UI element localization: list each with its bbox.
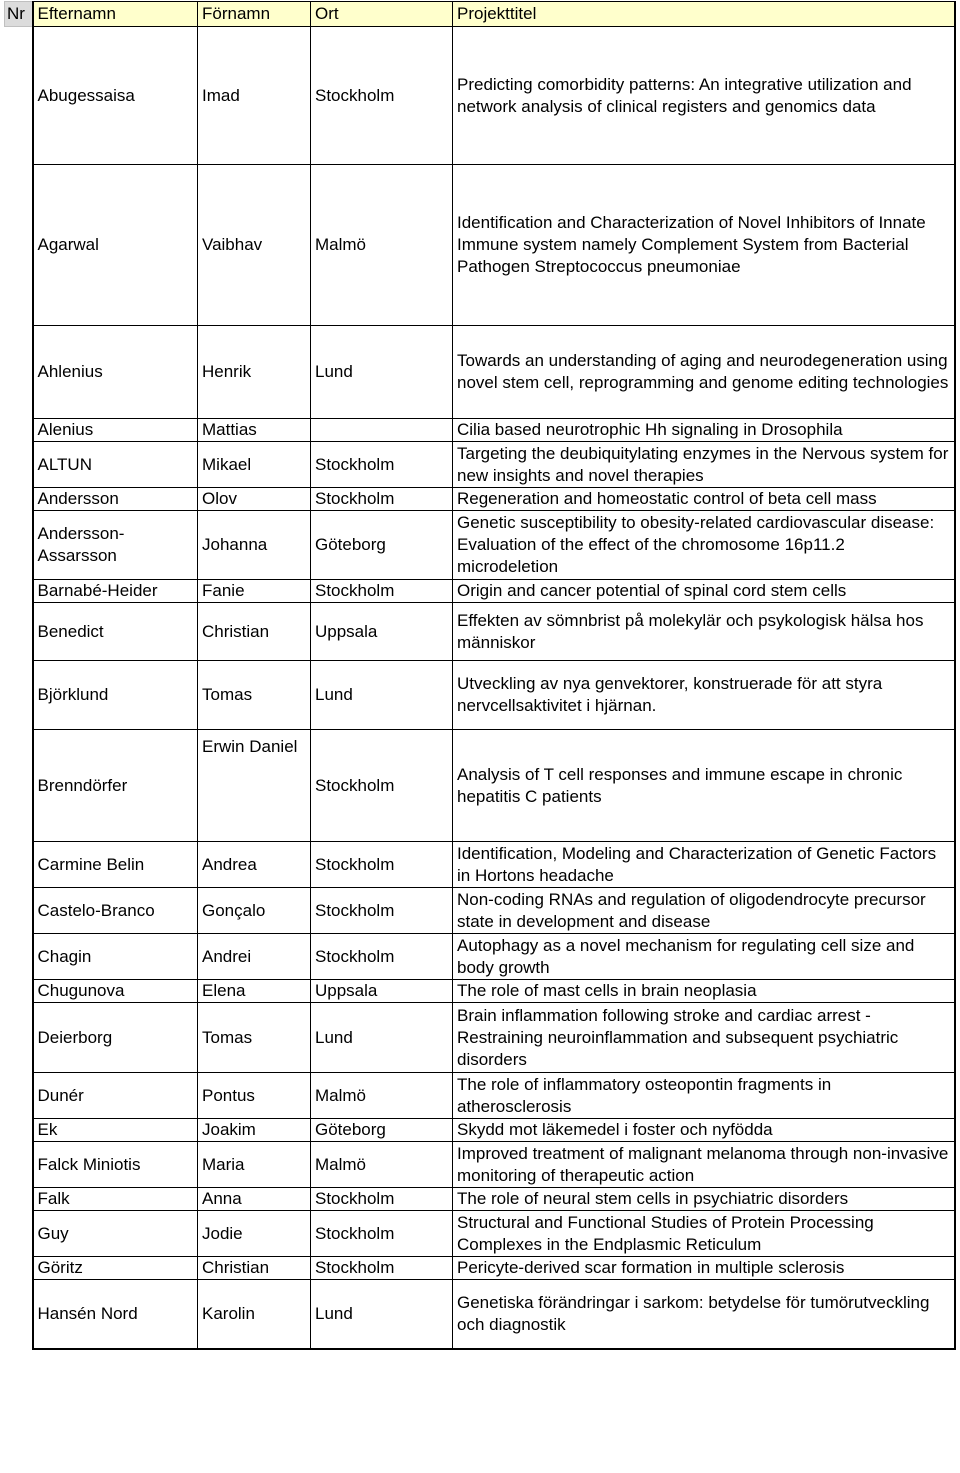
cell-efternamn: Dunér: [33, 1073, 198, 1119]
cell-efternamn: Chugunova: [33, 980, 198, 1003]
row-nr: [5, 580, 33, 603]
cell-ort: Stockholm: [311, 1211, 453, 1257]
cell-efternamn: Abugessaisa: [33, 27, 198, 165]
cell-efternamn: Guy: [33, 1211, 198, 1257]
header-efternamn: Efternamn: [33, 2, 198, 27]
row-nr: [5, 1211, 33, 1257]
header-fornamn: Förnamn: [198, 2, 311, 27]
header-row: [5, 2, 955, 27]
cell-efternamn: Björklund: [33, 661, 198, 730]
cell-projekttitel: Cilia based neurotrophic Hh signaling in Drosophila: [453, 419, 955, 442]
cell-efternamn: Chagin: [33, 934, 198, 980]
cell-fornamn: Fanie: [198, 580, 311, 603]
cell-efternamn: Göritz: [33, 1257, 198, 1280]
cell-projekttitel: Identification and Characterization of Novel Inhibitors of Innate Immune system namely Complement System from Bacterial Pathogen Streptococcus pneumoniae: [453, 165, 955, 326]
cell-fornamn: Mattias: [198, 419, 311, 442]
table-row: [5, 419, 955, 442]
cell-fornamn: Gonçalo: [198, 888, 311, 934]
cell-efternamn: Andersson: [33, 488, 198, 511]
cell-efternamn: Ek: [33, 1119, 198, 1142]
cell-ort: Malmö: [311, 165, 453, 326]
table-row: [5, 842, 955, 888]
table-row: [5, 165, 955, 326]
cell-efternamn: Hansén Nord: [33, 1280, 198, 1349]
cell-fornamn: Maria: [198, 1142, 311, 1188]
cell-ort: Uppsala: [311, 980, 453, 1003]
row-nr: [5, 1188, 33, 1211]
cell-projekttitel: Regeneration and homeostatic control of beta cell mass: [453, 488, 955, 511]
cell-fornamn: Anna: [198, 1188, 311, 1211]
cell-fornamn: Jodie: [198, 1211, 311, 1257]
cell-efternamn: Falck Miniotis: [33, 1142, 198, 1188]
cell-projekttitel: Identification, Modeling and Characterization of Genetic Factors in Hortons headache: [453, 842, 955, 888]
cell-ort: Stockholm: [311, 580, 453, 603]
header-nr: Nr: [5, 2, 33, 27]
table-row: [5, 442, 955, 488]
table-row: [5, 27, 955, 165]
row-nr: [5, 1142, 33, 1188]
cell-ort: Malmö: [311, 1142, 453, 1188]
table-row: [5, 488, 955, 511]
header-ort: Ort: [311, 2, 453, 27]
row-nr: [5, 27, 33, 165]
cell-ort: Lund: [311, 326, 453, 419]
cell-efternamn: Agarwal: [33, 165, 198, 326]
row-nr: [5, 488, 33, 511]
cell-fornamn: Pontus: [198, 1073, 311, 1119]
cell-efternamn: Barnabé-Heider: [33, 580, 198, 603]
table-row: [5, 603, 955, 661]
row-nr: [5, 1119, 33, 1142]
cell-fornamn: Andrei: [198, 934, 311, 980]
cell-projekttitel: Brain inflammation following stroke and cardiac arrest - Restraining neuroinflammation and subsequent psychiatric disorders: [453, 1003, 955, 1073]
cell-projekttitel: The role of inflammatory osteopontin fragments in atherosclerosis: [453, 1073, 955, 1119]
cell-efternamn: ALTUN: [33, 442, 198, 488]
cell-fornamn: Christian: [198, 603, 311, 661]
cell-ort: Göteborg: [311, 1119, 453, 1142]
cell-fornamn: Elena: [198, 980, 311, 1003]
cell-ort: Stockholm: [311, 27, 453, 165]
row-nr: [5, 1003, 33, 1073]
table-row: [5, 1188, 955, 1211]
row-nr: [5, 1257, 33, 1280]
cell-fornamn: Henrik: [198, 326, 311, 419]
cell-fornamn: Joakim: [198, 1119, 311, 1142]
cell-efternamn: Alenius: [33, 419, 198, 442]
table-row: [5, 511, 955, 580]
cell-ort: Lund: [311, 1280, 453, 1349]
cell-efternamn: Deierborg: [33, 1003, 198, 1073]
cell-fornamn: Mikael: [198, 442, 311, 488]
table-row: [5, 934, 955, 980]
table-row: [5, 1142, 955, 1188]
row-nr: [5, 842, 33, 888]
cell-efternamn: Ahlenius: [33, 326, 198, 419]
cell-fornamn: Tomas: [198, 661, 311, 730]
cell-fornamn: Karolin: [198, 1280, 311, 1349]
row-nr: [5, 165, 33, 326]
cell-projekttitel: Genetiska förändringar i sarkom: betydelse för tumörutveckling och diagnostik: [453, 1280, 955, 1349]
table-row: [5, 888, 955, 934]
cell-fornamn: Vaibhav: [198, 165, 311, 326]
cell-projekttitel: Improved treatment of malignant melanoma through non-invasive monitoring of therapeutic action: [453, 1142, 955, 1188]
row-nr: [5, 511, 33, 580]
cell-fornamn: Olov: [198, 488, 311, 511]
cell-projekttitel: Analysis of T cell responses and immune escape in chronic hepatitis C patients: [453, 730, 955, 842]
table-row: [5, 1257, 955, 1280]
table-row: [5, 1073, 955, 1119]
row-nr: [5, 934, 33, 980]
cell-ort: Uppsala: [311, 603, 453, 661]
cell-projekttitel: Predicting comorbidity patterns: An integrative utilization and network analysis of clinical registers and genomics data: [453, 27, 955, 165]
cell-projekttitel: Utveckling av nya genvektorer, konstruerade för att styra nervcellsaktivitet i hjärnan.: [453, 661, 955, 730]
cell-ort: Stockholm: [311, 488, 453, 511]
table-row: [5, 730, 955, 842]
table-row: [5, 1003, 955, 1073]
cell-projekttitel: Towards an understanding of aging and neurodegeneration using novel stem cell, reprogramming and genome editing technologies: [453, 326, 955, 419]
cell-fornamn: Andrea: [198, 842, 311, 888]
row-nr: [5, 1280, 33, 1349]
table-row: [5, 580, 955, 603]
table-row: [5, 661, 955, 730]
table-row: [5, 326, 955, 419]
cell-projekttitel: Genetic susceptibility to obesity-related cardiovascular disease: Evaluation of the effect of the chromosome 16p11.2 microdeletion: [453, 511, 955, 580]
project-table: [4, 1, 956, 1350]
table-row: [5, 980, 955, 1003]
cell-efternamn: Brenndörfer: [33, 730, 198, 842]
row-nr: [5, 419, 33, 442]
cell-fornamn: Tomas: [198, 1003, 311, 1073]
cell-projekttitel: Origin and cancer potential of spinal cord stem cells: [453, 580, 955, 603]
cell-fornamn: Erwin Daniel: [198, 730, 311, 842]
cell-fornamn: Imad: [198, 27, 311, 165]
table-row: [5, 1211, 955, 1257]
header-projekttitel: Projekttitel: [453, 2, 955, 27]
cell-ort: Lund: [311, 1003, 453, 1073]
cell-ort: Stockholm: [311, 934, 453, 980]
cell-ort: Göteborg: [311, 511, 453, 580]
cell-projekttitel: Targeting the deubiquitylating enzymes in the Nervous system for new insights and novel therapies: [453, 442, 955, 488]
cell-projekttitel: The role of neural stem cells in psychiatric disorders: [453, 1188, 955, 1211]
cell-projekttitel: Skydd mot läkemedel i foster och nyfödda: [453, 1119, 955, 1142]
cell-projekttitel: Structural and Functional Studies of Protein Processing Complexes in the Endplasmic Reticulum: [453, 1211, 955, 1257]
table-row: [5, 1119, 955, 1142]
cell-efternamn: Benedict: [33, 603, 198, 661]
row-nr: [5, 326, 33, 419]
row-nr: [5, 888, 33, 934]
cell-projekttitel: The role of mast cells in brain neoplasia: [453, 980, 955, 1003]
cell-projekttitel: Non-coding RNAs and regulation of oligodendrocyte precursor state in development and disease: [453, 888, 955, 934]
table-row: [5, 1280, 955, 1349]
row-nr: [5, 661, 33, 730]
cell-efternamn: Castelo-Branco: [33, 888, 198, 934]
cell-ort: Stockholm: [311, 442, 453, 488]
cell-ort: Stockholm: [311, 842, 453, 888]
cell-projekttitel: Pericyte-derived scar formation in multiple sclerosis: [453, 1257, 955, 1280]
row-nr: [5, 442, 33, 488]
cell-efternamn: Carmine Belin: [33, 842, 198, 888]
row-nr: [5, 603, 33, 661]
cell-fornamn: Christian: [198, 1257, 311, 1280]
cell-efternamn: Falk: [33, 1188, 198, 1211]
cell-ort: Stockholm: [311, 888, 453, 934]
cell-ort: Malmö: [311, 1073, 453, 1119]
row-nr: [5, 1073, 33, 1119]
cell-ort: Stockholm: [311, 1188, 453, 1211]
cell-ort: Lund: [311, 661, 453, 730]
cell-ort: [311, 419, 453, 442]
row-nr: [5, 980, 33, 1003]
cell-fornamn: Johanna: [198, 511, 311, 580]
cell-ort: Stockholm: [311, 1257, 453, 1280]
row-nr: [5, 730, 33, 842]
cell-projekttitel: Effekten av sömnbrist på molekylär och psykologisk hälsa hos människor: [453, 603, 955, 661]
cell-projekttitel: Autophagy as a novel mechanism for regulating cell size and body growth: [453, 934, 955, 980]
cell-efternamn: Andersson-Assarsson: [33, 511, 198, 580]
cell-ort: Stockholm: [311, 730, 453, 842]
